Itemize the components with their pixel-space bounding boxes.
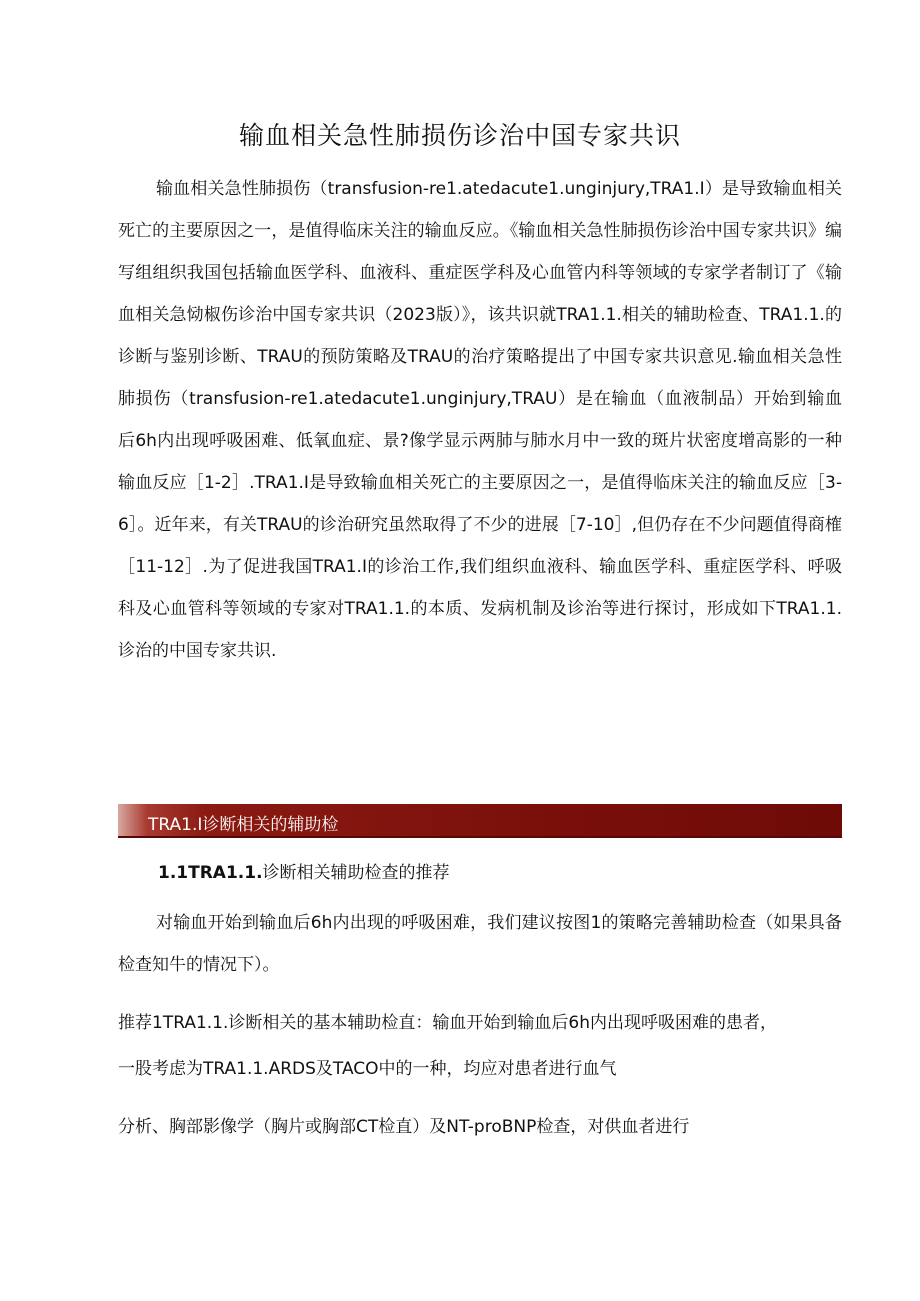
intro-paragraph: 输血相关急性肺损伤（transfusion-re1.atedacute1.unginjury,TRA1.I）是导致输血相关死亡的主要原因之一，是值得临床关注的输血反应。《输血相关急性肺损伤诊治中国专家共识》编写组组织我国包括输血医学科、血液科、重症医学科及心血管内科等领域的专家学者制订了《输血相关急恸椒伤诊治中国专家共识（2023版）》，该共识就TRA1.1.相关的辅助检查、TRA1.1.的诊断与鉴别诊断、TRAU的预防策略及TRAU的治疗策略提出了中国专家共识意见.输血相关急性肺损伤（transfusion-re1.atedacute1.unginjury,TRAU）是在输血（血液制品）开始到输血后6h内出现呼吸困难、低氧血症、景?像学显示两肺与肺水月中一致的斑片状密度增高影的一种输血反应［1-2］.TRA1.I是导致输血相关死亡的主要原因之一，是值得临床关注的输血反应［3-6］。近年来，有关TRAU的诊治研究虽然取得了不少的进展［7-10］,但仍存在不少问题值得商榷［11-12］.为了促进我国TRA1.I的诊治工作,我们组织血液科、输血医学科、重症医学科、呼吸科及心血管科等领域的专家对TRA1.1.的本质、发病机制及诊治等进行探讨，形成如下TRA1.1.诊治的中国专家共识. [118,179,842,661]
subheading-number: 1.1TRA1.1. [158,863,263,883]
body-paragraph: 对输血开始到输血后6h内出现的呼吸困难，我们建议按图1的策略完善辅助检查（如果具备检查知牛的情况下）。 [118,913,842,975]
document-title: 输血相关急性肺损伤诊治中国专家共识 [238,121,681,150]
section-title: TRA1.I诊断相关的辅助检 [148,815,339,835]
recommendation-line: 一股考虑为TRA1.1.ARDS及TACO中的一种，均应对患者进行血气 [118,1059,617,1079]
subheading [158,858,450,883]
subheading-text: 诊断相关辅助检查的推荐 [262,863,450,883]
section-header-bar [118,804,842,838]
recommendation-line: 分析、胸部影像学（胸片或胸部CT检直）及NT-proBNP检查，对供血者进行 [118,1117,690,1137]
recommendation-line: 推荐1TRA1.1.诊断相关的基本辅助检直：输血开始到输血后6h内出现呼吸困难的患者， [118,1013,777,1033]
